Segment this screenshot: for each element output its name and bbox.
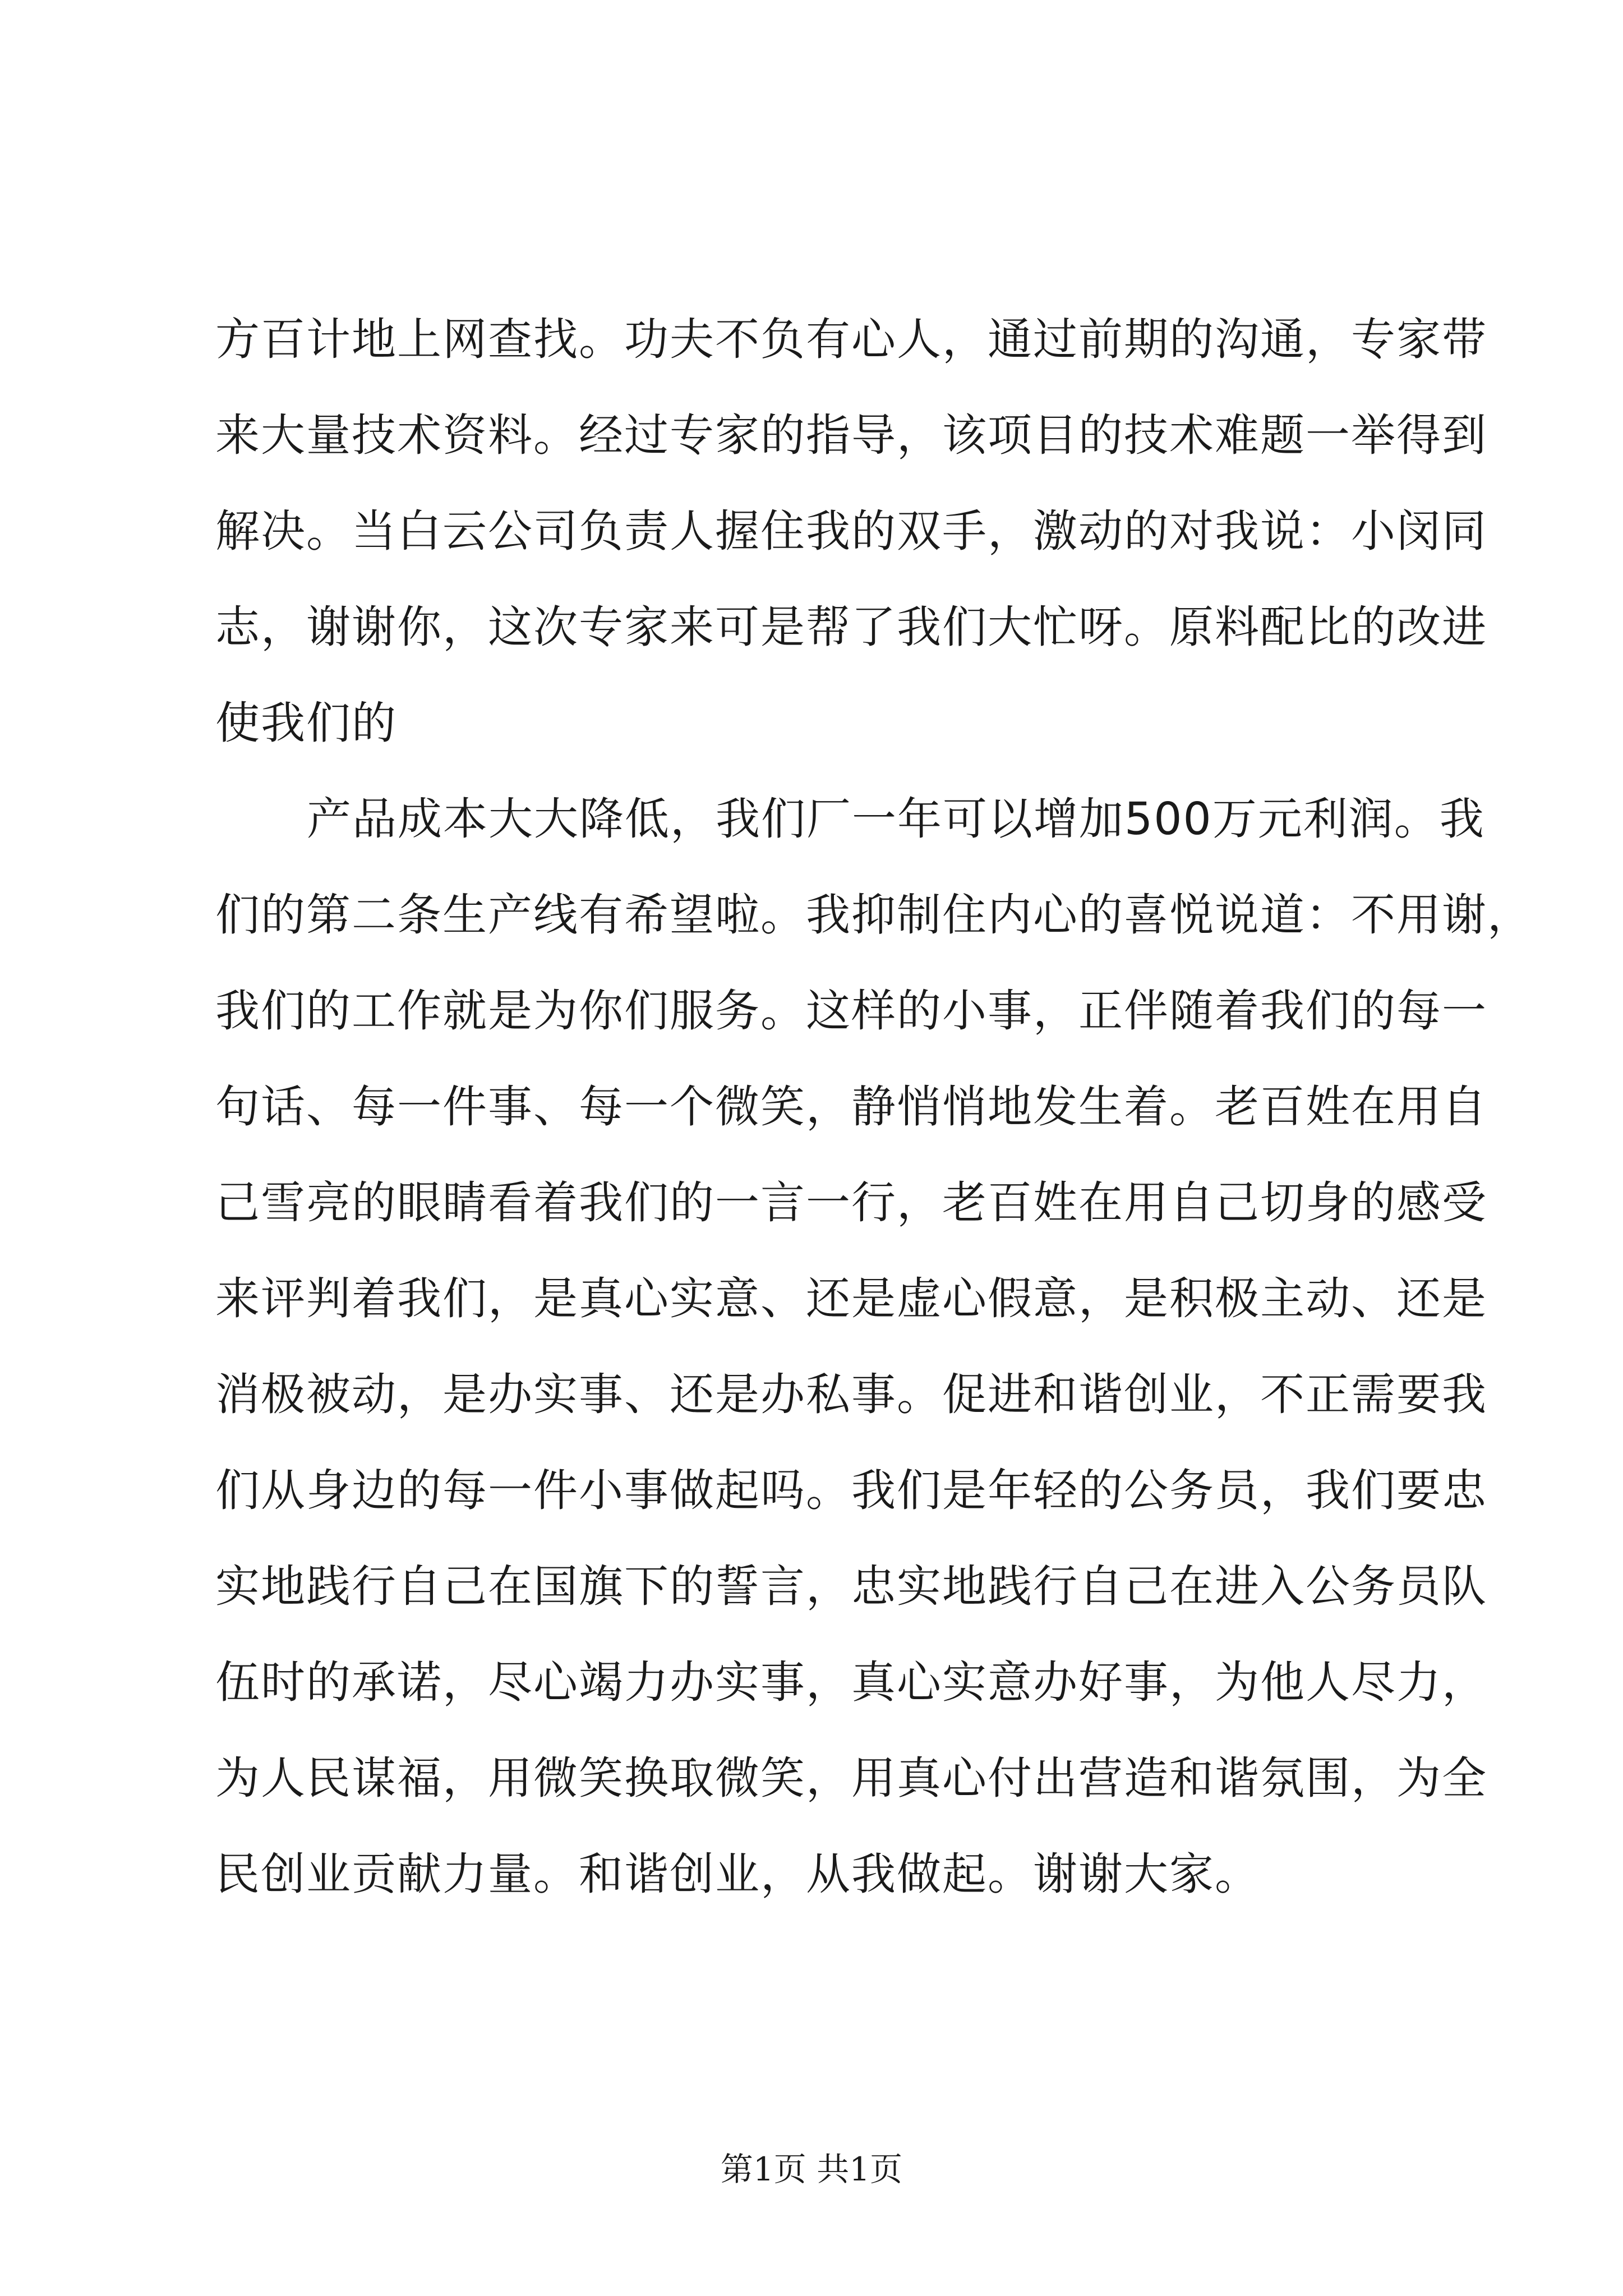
text-line-5: 使我们的 [215, 697, 397, 749]
text-line-16: 为人民谋福，用微笑换取微笑，用真心付出营造和谐氛围，为全 [215, 1752, 1487, 1804]
body-text [215, 292, 1533, 1922]
text-line-13: 们从身边的每一件小事做起吗。我们是年轻的公务员，我们要忠 [215, 1465, 1487, 1516]
text-line-6: 产品成本大大降低，我们厂一年可以增加500万元利润。我 [307, 793, 1485, 845]
text-line-17: 民创业贡献力量。和谐创业，从我做起。谢谢大家。 [215, 1848, 1260, 1900]
text-line-8: 我们的工作就是为你们服务。这样的小事，正伴随着我们的每一 [215, 985, 1487, 1037]
page-number: 第1页 共1页 [720, 2150, 903, 2188]
text-line-7: 们的第二条生产线有希望啦。我抑制住内心的喜悦说道：不用谢， [215, 889, 1533, 941]
text-line-12: 消极被动，是办实事、还是办私事。促进和谐创业，不正需要我 [215, 1369, 1487, 1420]
text-line-3: 解决。当白云公司负责人握住我的双手，激动的对我说：小闵同 [215, 505, 1487, 557]
text-line-2: 来大量技术资料。经过专家的指导，该项目的技术难题一举得到 [215, 409, 1487, 461]
text-line-11: 来评判着我们，是真心实意、还是虚心假意，是积极主动、还是 [215, 1273, 1487, 1324]
text-line-15: 伍时的承诺，尽心竭力办实事，真心实意办好事，为他人尽力， [215, 1657, 1487, 1708]
text-line-9: 句话、每一件事、每一个微笑，静悄悄地发生着。老百姓在用自 [215, 1081, 1487, 1133]
text-line-10: 己雪亮的眼睛看着我们的一言一行，老百姓在用自己切身的感受 [215, 1177, 1487, 1228]
text-line-1: 方百计地上网查找。功夫不负有心人，通过前期的沟通，专家带 [215, 314, 1487, 365]
page-footer [0, 2143, 1623, 2190]
text-line-14: 实地践行自己在国旗下的誓言，忠实地践行自己在进入公务员队 [215, 1561, 1487, 1612]
text-line-4: 志，谢谢你，这次专家来可是帮了我们大忙呀。原料配比的改进 [215, 601, 1487, 653]
